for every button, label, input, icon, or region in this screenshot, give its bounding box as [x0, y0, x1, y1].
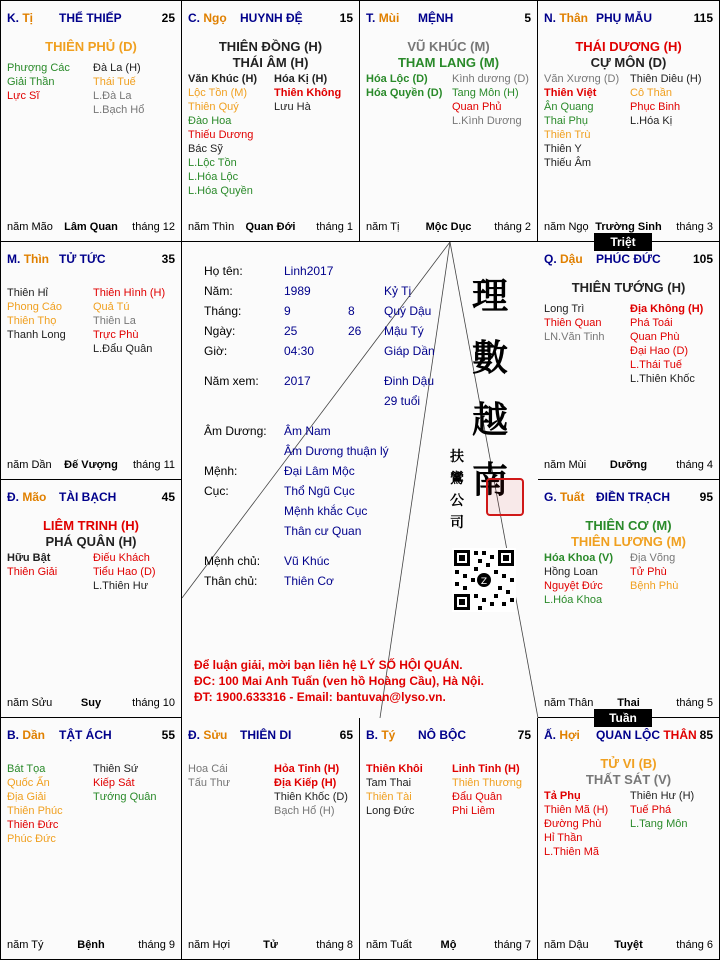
palace-footer [7, 221, 175, 235]
minor-star: Hữu Bật [7, 552, 51, 564]
minor-star: Tướng Quân [93, 791, 157, 803]
day-can: Mậu Tý [384, 324, 424, 338]
minor-star: Thiên Trù [544, 129, 591, 141]
palace-year: năm Mùi [544, 459, 587, 471]
main-star: THÁI DƯƠNG (H) [575, 39, 682, 54]
minor-stars-left [7, 286, 66, 342]
cuc-value-3: Thân cư Quan [284, 524, 362, 538]
palace-branch: Ấ. Hợi [544, 728, 580, 742]
minor-star: Thiên Hư (H) [630, 790, 695, 802]
main-star: THIÊN TƯỚNG (H) [571, 280, 686, 295]
minor-star: L.Bạch Hổ [93, 104, 145, 116]
cuc-label: Cục: [204, 484, 229, 498]
amduong-value-2: Âm Dương thuận lý [284, 444, 389, 458]
main-star: THAM LANG (M) [397, 55, 500, 70]
minor-star: Văn Khúc (H) [188, 73, 258, 85]
month-label: Tháng: [204, 304, 242, 318]
palace-header [366, 728, 531, 744]
minor-star: Tuế Phá [630, 804, 672, 816]
minor-star: L.Kình Dương [452, 115, 522, 127]
minor-star: Giải Thần [7, 76, 55, 88]
triet-tag: Triệt [594, 233, 652, 251]
minor-star: Hoa Cái [188, 763, 228, 775]
palace-footer [366, 939, 531, 953]
minor-star: Linh Tinh (H) [452, 763, 520, 775]
minor-star: Bạch Hổ (H) [274, 805, 335, 817]
palace-age: 85 [699, 728, 713, 742]
palace-month: tháng 1 [316, 221, 353, 233]
minor-star: Trực Phù [93, 329, 139, 341]
minor-star: Kiếp Sát [93, 777, 135, 789]
minor-star: Thiên Đức [7, 819, 59, 831]
view-age: 29 tuổi [384, 394, 421, 408]
minor-star: Thái Tuế [93, 76, 136, 88]
minor-star: Hóa Khoa (V) [544, 552, 614, 564]
minor-star: Thiên Mã (H) [544, 804, 609, 816]
minor-star: Nguyệt Đức [544, 580, 603, 592]
palace-header [188, 728, 353, 744]
minor-star: L.Tang Môn [630, 818, 688, 830]
minor-stars-left [7, 61, 70, 103]
palace-age: 55 [161, 728, 175, 742]
main-star: LIÊM TRINH (H) [42, 518, 140, 533]
minor-stars-right [93, 61, 144, 117]
palace-footer [544, 939, 713, 953]
palace-age: 65 [339, 728, 353, 742]
minor-star: Lộc Tồn (M) [188, 87, 248, 99]
minor-star: Bệnh Phù [630, 580, 679, 592]
palace-mao[interactable] [0, 480, 182, 718]
minor-star: Thanh Long [7, 329, 66, 341]
minor-star: Kình dương (D) [452, 73, 529, 85]
palace-name: TẬT ÁCH [59, 728, 112, 742]
minor-star: Quan Phủ [452, 101, 502, 113]
minor-stars-left [188, 762, 230, 790]
minor-star: Thiên Thọ [7, 315, 57, 327]
palace-name: QUAN LỘC THÂN [596, 728, 697, 742]
name-value: Linh2017 [284, 264, 334, 278]
minor-star: Tả Phụ [544, 790, 581, 802]
minor-star: Phượng Các [7, 62, 70, 74]
palace-footer [188, 221, 353, 235]
seal-char-1: 理 [472, 275, 509, 317]
hour-can: Giáp Dần [384, 344, 435, 358]
amduong-label: Âm Dương: [204, 424, 267, 438]
minor-star: Phong Cáo [7, 301, 63, 313]
minor-star: Thiên Phúc [7, 805, 63, 817]
cuc-value-2: Mệnh khắc Cục [284, 504, 368, 518]
minor-star: Tử Phù [630, 566, 667, 578]
menh-value: Đại Lâm Mộc [284, 464, 355, 478]
palace-age: 75 [517, 728, 531, 742]
palace-header [7, 728, 175, 744]
minor-star: Địa Võng [630, 552, 676, 564]
palace-stage: Quan Đới [245, 221, 296, 233]
minor-star: Thiên Quý [188, 101, 239, 113]
palace-branch: K. Tị [7, 11, 34, 25]
minor-star: Thai Phụ [544, 115, 589, 127]
minor-star: L.Đà La [93, 90, 132, 102]
palace-stage: Bệnh [77, 939, 105, 951]
minor-star: Đường Phù [544, 818, 602, 830]
palace-month: tháng 8 [316, 939, 353, 951]
minor-stars-right [452, 762, 522, 818]
palace-branch: B. Dần [7, 728, 46, 742]
minor-stars-left [188, 72, 257, 198]
year-label: Năm: [204, 284, 233, 298]
palace-tuat[interactable] [538, 480, 720, 718]
palace-footer [366, 221, 531, 235]
day-value: 25 [284, 324, 298, 338]
amduong-value: Âm Nam [284, 424, 331, 438]
minor-star: L.Hóa Kị [630, 115, 673, 127]
minor-stars-right [452, 72, 529, 128]
minor-star: L.Thiên Hư [93, 580, 149, 592]
menh-label: Mệnh: [204, 464, 238, 478]
minor-stars-right [274, 72, 341, 114]
palace-ngo[interactable] [182, 0, 360, 242]
seal-small-3: 公 [450, 493, 464, 509]
hour-label: Giờ: [204, 344, 228, 358]
minor-star: Hỉ Thần [544, 832, 583, 844]
palace-age: 115 [693, 11, 713, 25]
minor-star: Hóa Kị (H) [274, 73, 328, 85]
palace-month: tháng 3 [676, 221, 713, 233]
seal-small-1: 扶 [450, 449, 464, 465]
minor-star: Địa Không (H) [630, 303, 704, 315]
palace-month: tháng 12 [132, 221, 175, 233]
minor-star: L.Thái Tuế [630, 359, 682, 371]
svg-text:Z: Z [480, 577, 488, 587]
minor-star: Thiên Khốc (D) [274, 791, 348, 803]
minor-star: Long Trì [544, 303, 585, 315]
palace-name: HUYNH ĐỆ [240, 11, 303, 25]
palace-age: 15 [339, 11, 353, 25]
month-value: 9 [284, 304, 291, 318]
minor-star: Quả Tú [93, 301, 130, 313]
palace-year: năm Dần [7, 459, 52, 471]
palace-name: PHÚC ĐỨC [596, 252, 661, 266]
minor-stars-right [93, 286, 165, 356]
palace-month: tháng 10 [132, 697, 175, 709]
palace-stage: Suy [80, 697, 102, 709]
minor-star: Thiên Giải [7, 566, 58, 578]
palace-header [544, 490, 713, 506]
minor-star: Điếu Khách [93, 552, 150, 564]
minor-star: Hồng Loan [544, 566, 598, 578]
minor-stars-right [274, 762, 348, 818]
view-year-value: 2017 [284, 374, 311, 388]
palace-footer [7, 697, 175, 711]
palace-year: năm Hợi [188, 939, 231, 951]
palace-header [544, 252, 713, 268]
seal-char-2: 數 [472, 337, 509, 379]
month-can: Quý Dậu [384, 304, 432, 318]
minor-star: L.Lộc Tồn [188, 157, 237, 169]
cuc-value: Thổ Ngũ Cục [284, 484, 355, 498]
year-can: Kỷ Tị [384, 284, 412, 298]
palace-year: năm Ngọ [544, 221, 589, 233]
palace-age: 45 [161, 490, 175, 504]
minor-star: Thiên Không [274, 87, 342, 99]
minor-stars-right [630, 551, 678, 593]
palace-age: 35 [161, 252, 175, 266]
minor-star: Thiếu Dương [188, 129, 254, 141]
main-star: TỬ VI (B) [600, 756, 657, 771]
minor-star: Hỏa Tinh (H) [274, 763, 340, 775]
seal-char-4: 南 [472, 459, 509, 501]
palace-stage: Mộc Dục [425, 221, 472, 233]
thanchu-value: Thiên Cơ [284, 574, 334, 588]
palace-header [7, 490, 175, 506]
seal-char-3: 越 [472, 399, 509, 441]
minor-star: Địa Kiếp (H) [274, 777, 337, 789]
palace-name: TÀI BẠCH [59, 490, 117, 504]
minor-star: L.Hóa Khoa [544, 594, 603, 606]
palace-header [7, 11, 175, 27]
minor-stars-left [7, 551, 57, 579]
palace-stage: Trường Sinh [595, 221, 662, 233]
minor-star: Lực Sĩ [7, 90, 40, 102]
minor-star: Thiên Khôi [366, 763, 423, 775]
palace-thin[interactable] [0, 242, 182, 480]
palace-footer [188, 939, 353, 953]
palace-name: TỬ TỨC [59, 252, 106, 266]
palace-name: THIÊN DI [240, 728, 292, 742]
minor-star: LN.Văn Tinh [544, 331, 605, 343]
menhchu-label: Mệnh chủ: [204, 554, 261, 568]
main-star: THIÊN PHỦ (D) [45, 39, 137, 54]
minor-star: Đẩu Quân [452, 791, 503, 803]
minor-star: Thiên La [93, 315, 136, 327]
minor-stars-left [366, 72, 442, 100]
palace-stage: Thai [617, 697, 640, 709]
minor-star: Văn Xương (D) [544, 73, 620, 85]
minor-stars-left [544, 302, 605, 344]
main-stars [538, 39, 719, 71]
minor-stars-right [630, 302, 703, 386]
minor-star: L.Đẩu Quân [93, 343, 153, 355]
month-lunar: 8 [348, 304, 355, 318]
palace-header [366, 11, 531, 27]
minor-stars-left [7, 762, 63, 846]
palace-footer [7, 459, 175, 473]
palace-stage: Dưỡng [609, 459, 648, 471]
palace-age: 25 [161, 11, 175, 25]
minor-star: Cô Thần [630, 87, 672, 99]
palace-year: năm Thìn [188, 221, 235, 233]
palace-branch: N. Thân [544, 11, 589, 25]
palace-month: tháng 4 [676, 459, 713, 471]
minor-star: Tam Thai [366, 777, 412, 789]
minor-star: Long Đức [366, 805, 415, 817]
palace-header [544, 728, 713, 744]
palace-year: năm Tuất [366, 939, 412, 951]
palace-hoi[interactable] [538, 718, 720, 960]
name-label: Họ tên: [204, 264, 243, 278]
minor-stars-left [544, 551, 613, 607]
palace-month: tháng 5 [676, 697, 713, 709]
main-stars [538, 280, 719, 296]
qr-code-icon[interactable] [452, 548, 516, 612]
minor-star: Ân Quang [544, 101, 594, 113]
contact-line-1: Để luận giải, mời bạn liên hệ LÝ SỐ HỘI QUÁN. [194, 658, 463, 672]
main-stars [1, 39, 181, 55]
minor-star: Thiên Diêu (H) [630, 73, 702, 85]
palace-ti[interactable] [0, 0, 182, 242]
minor-star: Thiên Tài [366, 791, 412, 803]
palace-dan[interactable] [0, 718, 182, 960]
main-stars [1, 518, 181, 550]
minor-star: L.Thiên Khốc [630, 373, 695, 385]
minor-star: Đà La (H) [93, 62, 141, 74]
palace-age: 105 [692, 252, 713, 266]
minor-star: Thiên Y [544, 143, 582, 155]
palace-name: MỆNH [418, 11, 454, 25]
palace-name: PHỤ MẪU [596, 11, 652, 25]
thanchu-label: Thân chủ: [204, 574, 258, 588]
minor-stars-left [366, 762, 423, 818]
seal-small-4: 司 [450, 515, 464, 531]
palace-branch: Đ. Sửu [188, 728, 228, 742]
minor-stars-right [93, 762, 157, 804]
palace-branch: M. Thìn [7, 252, 50, 266]
minor-stars-right [630, 72, 702, 128]
minor-star: Hóa Lộc (D) [366, 73, 428, 85]
minor-star: L.Hóa Lộc [188, 171, 239, 183]
minor-stars-right [630, 789, 694, 831]
palace-month: tháng 2 [494, 221, 531, 233]
palace-branch: Q. Dậu [544, 252, 583, 266]
main-star: THIÊN CƠ (M) [585, 518, 672, 533]
palace-header [188, 11, 353, 27]
main-stars [538, 756, 719, 788]
main-stars [538, 518, 719, 550]
minor-stars-left [544, 789, 608, 859]
palace-month: tháng 7 [494, 939, 531, 951]
palace-year: năm Thân [544, 697, 594, 709]
minor-star: Thiên Thương [452, 777, 523, 789]
seal-small-2: 鸞 [450, 471, 464, 487]
palace-header [7, 252, 175, 268]
main-star: THÁI ÂM (H) [232, 55, 309, 70]
palace-dau[interactable] [538, 242, 720, 480]
minor-star: Lưu Hà [274, 101, 311, 113]
palace-month: tháng 9 [138, 939, 175, 951]
contact-line-2: ĐC: 100 Mai Anh Tuấn (ven hồ Hoàng Cầu), Hà Nội. [194, 674, 485, 688]
minor-star: Quốc Ấn [7, 777, 50, 789]
palace-header [544, 11, 713, 27]
minor-star: Tang Môn (H) [452, 87, 519, 99]
main-star: CỰ MÔN (D) [590, 55, 667, 70]
minor-star: Phúc Đức [7, 833, 56, 845]
minor-star: Đại Hao (D) [630, 345, 689, 357]
palace-year: năm Mão [7, 221, 53, 233]
minor-star: Hóa Quyền (D) [366, 87, 443, 99]
palace-stage: Tuyệt [614, 939, 643, 951]
palace-branch: G. Tuất [544, 490, 585, 504]
year-value: 1989 [284, 284, 311, 298]
minor-star: Phi Liêm [452, 805, 495, 817]
day-lunar: 26 [348, 324, 362, 338]
main-stars [360, 39, 537, 71]
main-stars [182, 39, 359, 71]
palace-year: năm Tý [7, 939, 44, 951]
palace-branch: Đ. Mão [7, 490, 47, 504]
palace-age: 5 [524, 11, 531, 25]
palace-mui[interactable] [360, 0, 538, 242]
main-star: VŨ KHÚC (M) [407, 39, 490, 54]
palace-name: NÔ BỘC [418, 728, 466, 742]
day-label: Ngày: [204, 324, 236, 338]
minor-stars-right [93, 551, 156, 593]
view-year-label: Năm xem: [204, 374, 259, 388]
minor-star: Bác Sỹ [188, 143, 223, 155]
red-stamp-icon [486, 478, 524, 516]
palace-footer [544, 459, 713, 473]
palace-branch: B. Tý [366, 728, 396, 742]
minor-star: Quan Phù [630, 331, 680, 343]
palace-stage: Mộ [440, 939, 457, 951]
palace-stage: Đế Vượng [64, 459, 118, 471]
minor-star: L.Hóa Quyền [188, 185, 253, 197]
palace-ty[interactable] [360, 718, 538, 960]
minor-star: Tấu Thư [188, 777, 231, 789]
contact-line-3[interactable]: ĐT: 1900.633316 - Email: bantuvan@lyso.vn. [194, 690, 446, 704]
palace-branch: C. Ngọ [188, 11, 227, 25]
minor-star: Thiếu Âm [544, 157, 592, 169]
menhchu-value: Vũ Khúc [284, 554, 330, 568]
minor-star: Thiên Hỉ [7, 287, 48, 299]
minor-star: Phục Binh [630, 101, 681, 113]
minor-star: Thiên Quan [544, 317, 602, 329]
palace-stage: Tử [263, 939, 278, 951]
tuan-tag: Tuần [594, 709, 652, 727]
minor-star: Thiên Hình (H) [93, 287, 166, 299]
minor-star: Địa Giải [7, 791, 47, 803]
palace-name: THỂ THIẾP [59, 11, 122, 25]
palace-year: năm Dậu [544, 939, 589, 951]
palace-month: tháng 11 [132, 459, 175, 471]
palace-month: tháng 6 [676, 939, 713, 951]
hour-value: 04:30 [284, 344, 315, 358]
palace-branch: T. Mùi [366, 11, 400, 25]
minor-star: Thiên Sứ [93, 763, 139, 775]
main-star: THIÊN LƯƠNG (M) [570, 534, 687, 549]
palace-year: năm Sửu [7, 697, 53, 709]
palace-age: 95 [699, 490, 713, 504]
minor-star: Tiểu Hao (D) [93, 566, 156, 578]
minor-star: Thiên Việt [544, 87, 597, 99]
main-star: THIÊN ĐỒNG (H) [218, 39, 323, 54]
palace-than[interactable] [538, 0, 720, 242]
palace-year: năm Tị [366, 221, 400, 233]
palace-name: ĐIỀN TRẠCH [596, 490, 670, 504]
main-star: THẤT SÁT (V) [585, 772, 672, 787]
minor-star: Phá Toái [630, 317, 673, 329]
minor-stars-left [544, 72, 619, 170]
palace-suu[interactable] [182, 718, 360, 960]
minor-star: Bát Tọa [7, 763, 46, 775]
palace-stage: Lâm Quan [64, 221, 118, 233]
minor-star: Đào Hoa [188, 115, 232, 127]
minor-star: L.Thiên Mã [544, 846, 600, 858]
palace-footer [7, 939, 175, 953]
view-year-can: Đinh Dậu [384, 374, 435, 388]
main-star: PHÁ QUÂN (H) [45, 534, 137, 549]
